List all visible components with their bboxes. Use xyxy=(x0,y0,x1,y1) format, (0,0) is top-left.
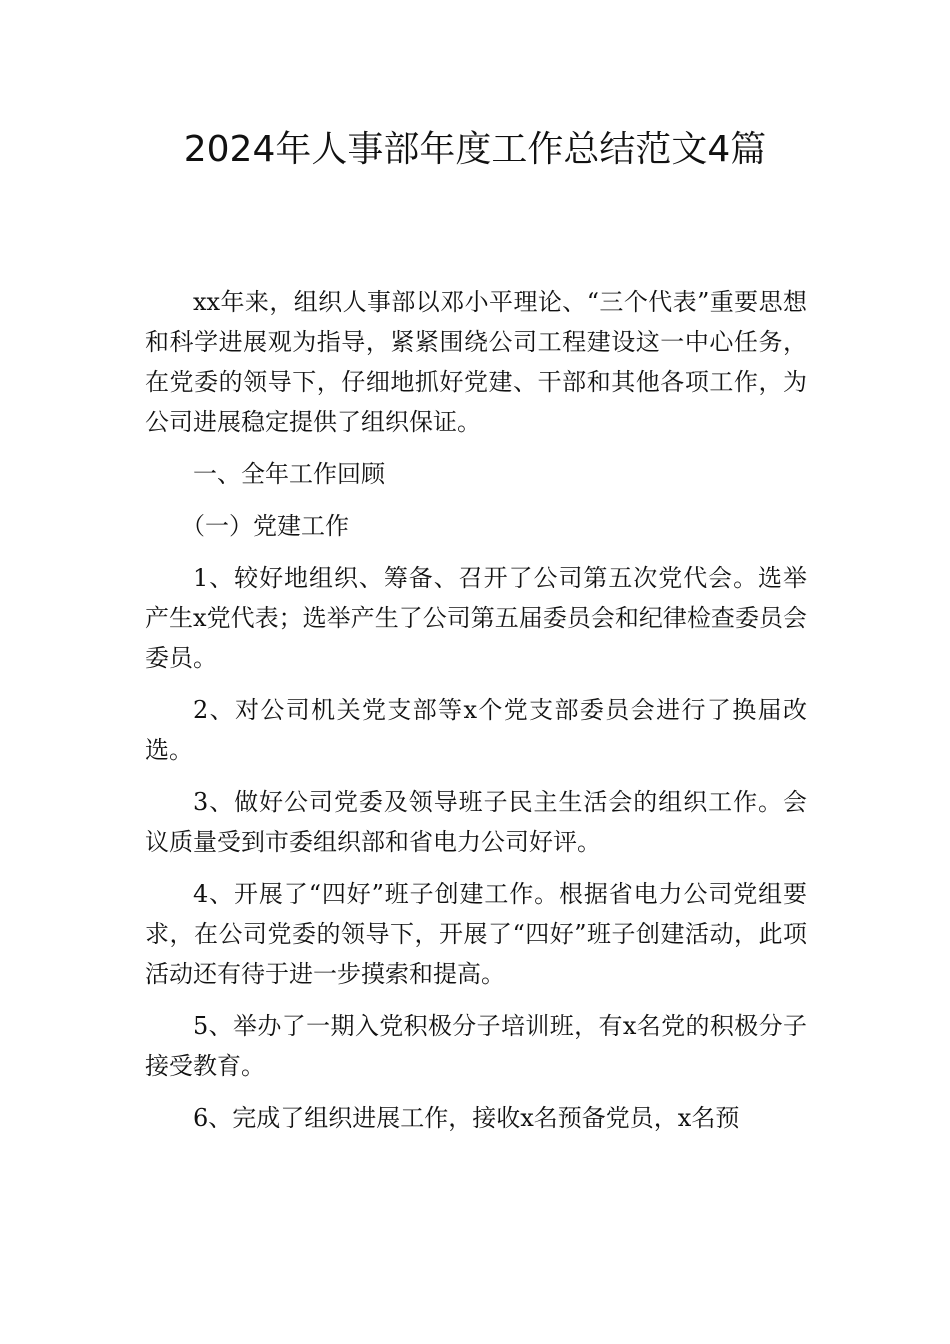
paragraph-item-1: 1、较好地组织、筹备、召开了公司第五次党代会。选举产生x党代表；选举产生了公司第五届委员会和纪律检查委员会委员。 xyxy=(145,564,807,672)
paragraph-item-2: 2、对公司机关党支部等x个党支部委员会进行了换届改选。 xyxy=(145,696,807,764)
section-heading: 一、全年工作回顾 xyxy=(193,460,385,488)
subsection-heading: （一）党建工作 xyxy=(181,512,349,540)
paragraph-item-3: 3、做好公司党委及领导班子民主生活会的组织工作。会议质量受到市委组织部和省电力公司好评。 xyxy=(145,788,807,856)
paragraph-item-5: 5、举办了一期入党积极分子培训班，有x名党的积极分子接受教育。 xyxy=(145,1012,807,1080)
document-title: 2024年人事部年度工作总结范文4篇 xyxy=(183,129,767,170)
paragraph-intro: xx年来，组织人事部以邓小平理论、“三个代表”重要思想和科学进展观为指导，紧紧围绕公司工程建设这一中心任务，在党委的领导下，仔细地抓好党建、干部和其他各项工作，为公司进展稳定提供了组织保证。 xyxy=(145,288,807,436)
paragraph-item-4: 4、开展了“四好”班子创建工作。根据省电力公司党组要求，在公司党委的领导下，开展了“四好”班子创建活动，此项活动还有待于进一步摸索和提高。 xyxy=(145,880,807,988)
paragraph-item-6: 6、完成了组织进展工作，接收x名预备党员，x名预 xyxy=(193,1104,740,1132)
document-body xyxy=(145,282,807,1150)
